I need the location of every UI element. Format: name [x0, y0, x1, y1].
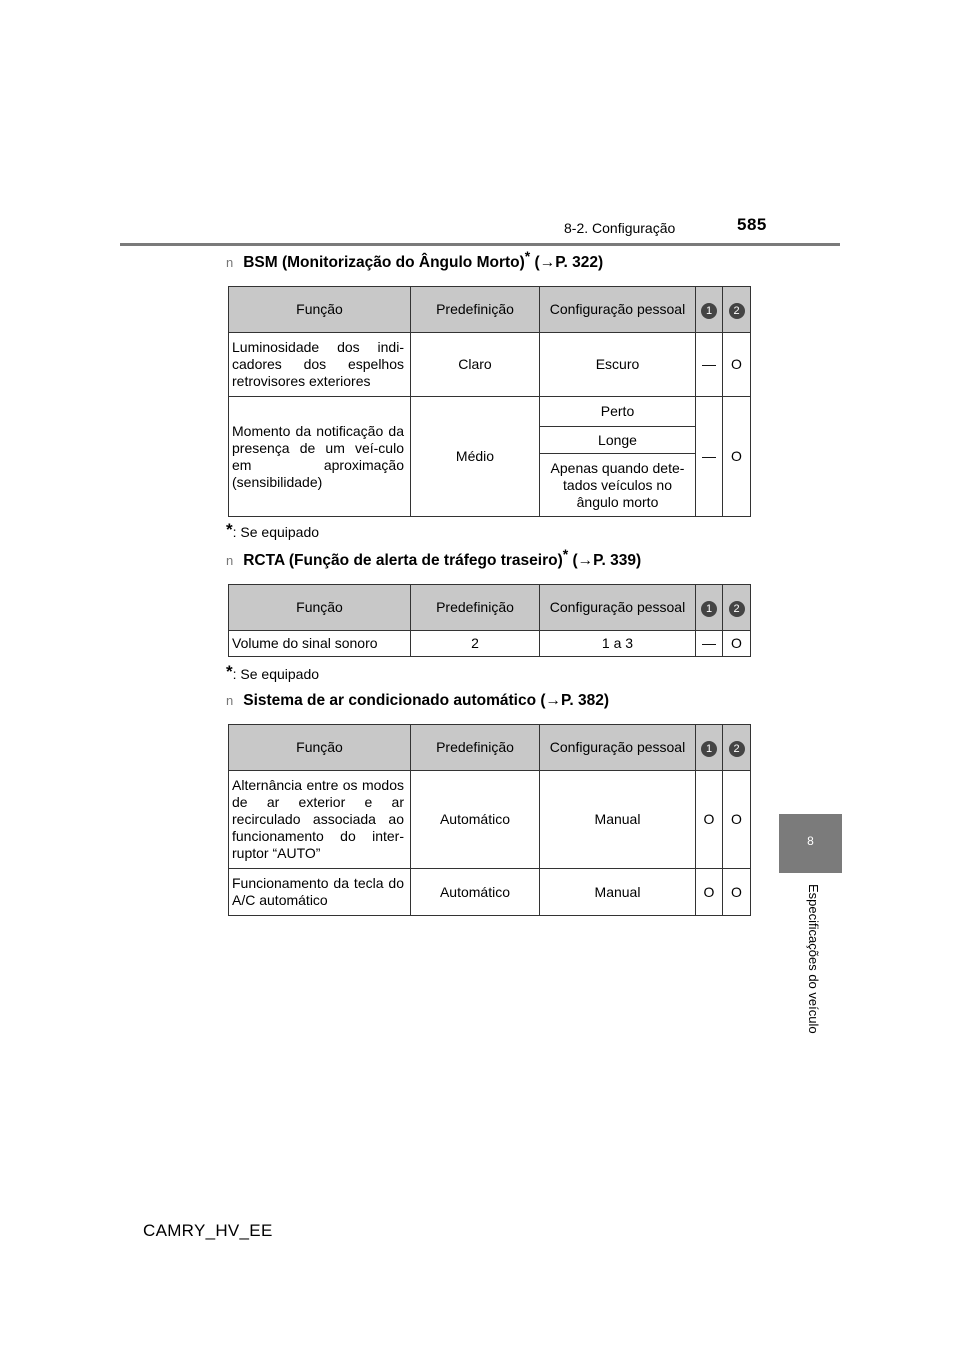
default-cell: 2	[411, 631, 540, 657]
column-header-custom: Configuração pessoal	[540, 585, 696, 631]
custom-option-cell: Longe	[540, 427, 696, 454]
function-cell: Funcionamento da tecla do A/C automático	[229, 869, 411, 916]
footnote-equipped	[226, 662, 319, 682]
section-bullet: n	[226, 553, 234, 568]
table-header-row	[229, 585, 751, 631]
table-row	[229, 397, 751, 427]
section-title-text: BSM (Monitorização do Ângulo Morto)	[243, 254, 525, 271]
page-reference-link[interactable]: (→P. 382)	[536, 692, 610, 709]
column-header-custom: Configuração pessoal	[540, 725, 696, 771]
page-number: 585	[737, 215, 767, 234]
column-header-function: Função	[229, 725, 411, 771]
settings-table-rcta	[228, 584, 751, 657]
function-cell: Luminosidade dos indi-cadores dos espelhos retrovisores exteriores	[229, 333, 411, 397]
table-header-row	[229, 287, 751, 333]
default-cell: Médio	[411, 397, 540, 517]
column-header-default: Predefinição	[411, 287, 540, 333]
chapter-number: 8	[807, 834, 814, 848]
custom-option-cell: Perto	[540, 397, 696, 427]
section-title-air-conditioning	[226, 692, 609, 710]
footnote-asterisk: *	[226, 520, 233, 539]
settings-table-bsm	[228, 286, 751, 517]
section-title-text: RCTA (Função de alerta de tráfego traseiro)	[243, 552, 563, 569]
chapter-title-vertical: Especificações do veículo	[806, 884, 821, 1034]
function-cell: Volume do sinal sonoro	[229, 631, 411, 657]
asterisk-mark: *	[562, 545, 569, 562]
method-1-cell: O	[696, 771, 723, 869]
circled-1-icon: 1	[701, 303, 717, 319]
method-1-cell: —	[696, 631, 723, 657]
custom-cell: 1 a 3	[540, 631, 696, 657]
section-bullet: n	[226, 255, 234, 270]
page-reference-link[interactable]: (→P. 322)	[530, 254, 604, 271]
method-1-cell: —	[696, 397, 723, 517]
column-header-function: Função	[229, 585, 411, 631]
column-header-2	[723, 585, 751, 631]
column-header-2	[723, 725, 751, 771]
column-header-default: Predefinição	[411, 585, 540, 631]
method-2-cell: O	[723, 397, 751, 517]
circled-1-icon: 1	[701, 741, 717, 757]
column-header-2	[723, 287, 751, 333]
running-header-section: 8-2. Configuração	[564, 220, 676, 236]
section-bullet: n	[226, 693, 234, 708]
column-header-1	[696, 287, 723, 333]
settings-table-air-conditioning	[228, 724, 751, 916]
table-row	[229, 771, 751, 869]
section-title-text: Sistema de ar condicionado automático	[243, 692, 537, 709]
footnote-equipped	[226, 520, 319, 540]
custom-cell: Manual	[540, 771, 696, 869]
header-divider	[120, 243, 840, 246]
footnote-asterisk: *	[226, 662, 233, 681]
table-header-row	[229, 725, 751, 771]
section-title-bsm	[226, 247, 604, 272]
custom-option-cell: Apenas quando dete-tados veículos no ângulo morto	[540, 454, 696, 517]
method-1-cell: —	[696, 333, 723, 397]
function-cell: Alternância entre os modos de ar exterior e ar recirculado associada ao funcionamento do inter-ruptor “AUTO”	[229, 771, 411, 869]
custom-cell: Escuro	[540, 333, 696, 397]
column-header-default: Predefinição	[411, 725, 540, 771]
default-cell: Automático	[411, 869, 540, 916]
table-row	[229, 631, 751, 657]
section-title-rcta	[226, 545, 642, 570]
circled-2-icon: 2	[729, 741, 745, 757]
circled-2-icon: 2	[729, 601, 745, 617]
footnote-text: : Se equipado	[232, 524, 320, 540]
column-header-custom: Configuração pessoal	[540, 287, 696, 333]
custom-cell: Manual	[540, 869, 696, 916]
default-cell: Claro	[411, 333, 540, 397]
method-2-cell: O	[723, 631, 751, 657]
asterisk-mark: *	[524, 247, 531, 264]
chapter-tab[interactable]	[779, 814, 842, 873]
method-2-cell: O	[723, 771, 751, 869]
model-code-footer: CAMRY_HV_EE	[143, 1221, 273, 1240]
circled-1-icon: 1	[701, 601, 717, 617]
circled-2-icon: 2	[729, 303, 745, 319]
column-header-1	[696, 725, 723, 771]
column-header-1	[696, 585, 723, 631]
footnote-text: : Se equipado	[232, 666, 320, 682]
function-cell: Momento da notificação da presença de um veí-culo em aproximação (sensibilidade)	[229, 397, 411, 517]
table-row	[229, 333, 751, 397]
column-header-function: Função	[229, 287, 411, 333]
method-2-cell: O	[723, 333, 751, 397]
table-row	[229, 869, 751, 916]
default-cell: Automático	[411, 771, 540, 869]
method-2-cell: O	[723, 869, 751, 916]
method-1-cell: O	[696, 869, 723, 916]
page-reference-link[interactable]: (→P. 339)	[568, 552, 642, 569]
